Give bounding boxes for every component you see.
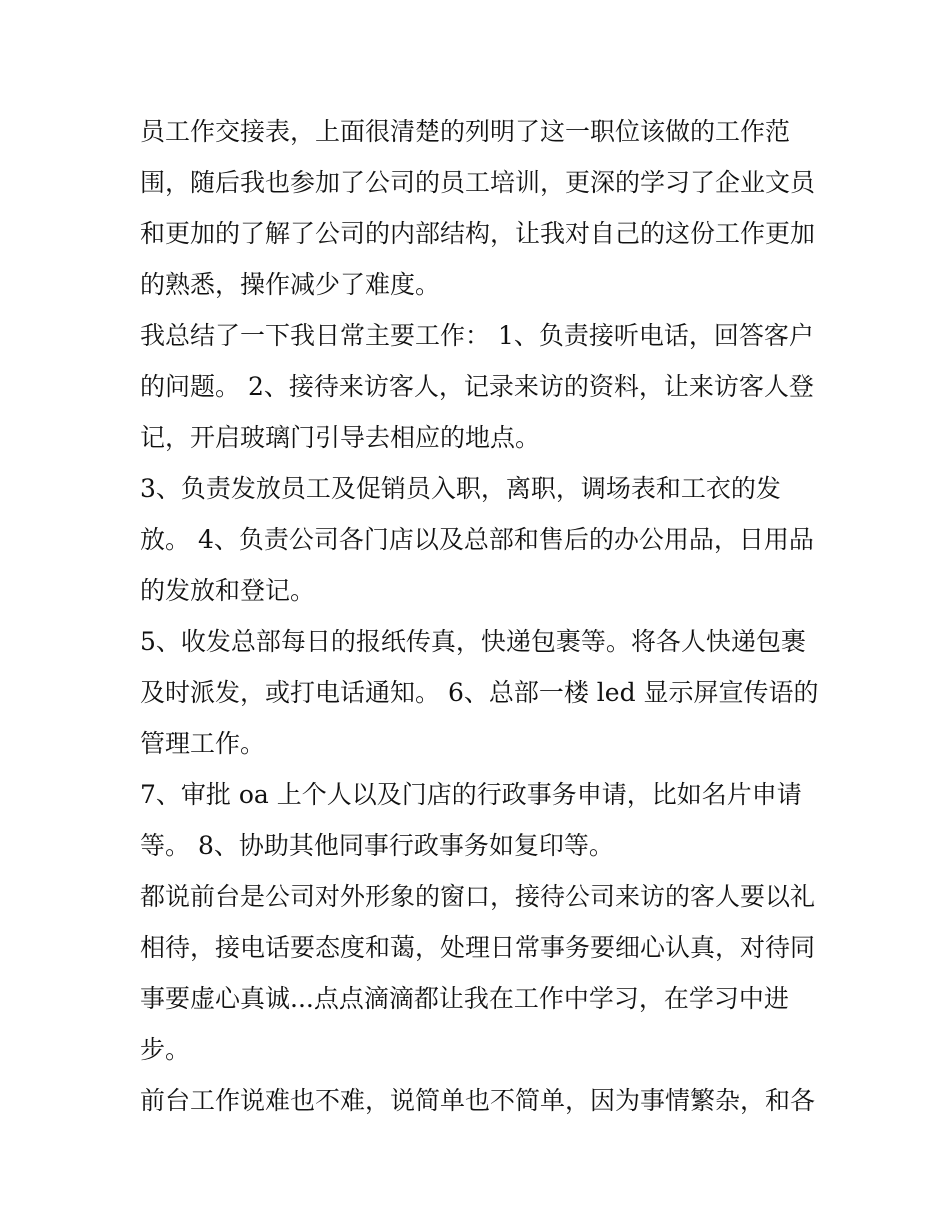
text-line: 前台工作说难也不难，说简单也不简单，因为事情繁杂，和各 xyxy=(140,1086,816,1115)
paragraph-handover xyxy=(140,106,830,310)
text-line: 管理工作。 xyxy=(140,729,266,758)
text-line: 7、审批 oa 上个人以及门店的行政事务申请，比如名片申请 xyxy=(140,780,802,809)
text-line: 我总结了一下我日常主要工作： 1、负责接听电话，回答客户 xyxy=(140,321,814,350)
text-line: 步。 xyxy=(140,1035,191,1064)
text-line: 都说前台是公司对外形象的窗口，接待公司来访的客人要以礼 xyxy=(140,882,816,911)
paragraph-front-desk-image xyxy=(140,871,830,1075)
text-line: 5、收发总部每日的报纸传真，快递包裹等。将各人快递包裹 xyxy=(140,627,806,656)
paragraph-duties-3-4 xyxy=(140,463,830,616)
paragraph-duties-7-8 xyxy=(140,769,830,871)
paragraph-front-desk-work xyxy=(140,1075,830,1126)
text-line: 的发放和登记。 xyxy=(140,576,316,605)
text-line: 的熟悉，操作减少了难度。 xyxy=(140,270,441,299)
document-body xyxy=(140,106,830,1126)
text-line: 的问题。 2、接待来访客人，记录来访的资料，让来访客人登 xyxy=(140,372,814,401)
text-line: 员工作交接表，上面很清楚的列明了这一职位该做的工作范 xyxy=(140,117,791,146)
text-line: 围，随后我也参加了公司的员工培训，更深的学习了企业文员 xyxy=(140,168,816,197)
text-line: 事要虚心真诚...点点滴滴都让我在工作中学习，在学习中进 xyxy=(140,984,789,1013)
text-line: 和更加的了解了公司的内部结构，让我对自己的这份工作更加 xyxy=(140,219,816,248)
paragraph-duties-1-2 xyxy=(140,310,830,463)
text-line: 相待，接电话要态度和蔼，处理日常事务要细心认真，对待同 xyxy=(140,933,816,962)
text-line: 等。 8、协助其他同事行政事务如复印等。 xyxy=(140,831,614,860)
paragraph-duties-5-6 xyxy=(140,616,830,769)
text-line: 记，开启玻璃门引导去相应的地点。 xyxy=(140,423,541,452)
text-line: 3、负责发放员工及促销员入职，离职，调场表和工衣的发 xyxy=(140,474,781,503)
text-line: 放。 4、负责公司各门店以及总部和售后的办公用品，日用品 xyxy=(140,525,814,554)
text-line: 及时派发，或打电话通知。 6、总部一楼 led 显示屏宣传语的 xyxy=(140,678,819,707)
